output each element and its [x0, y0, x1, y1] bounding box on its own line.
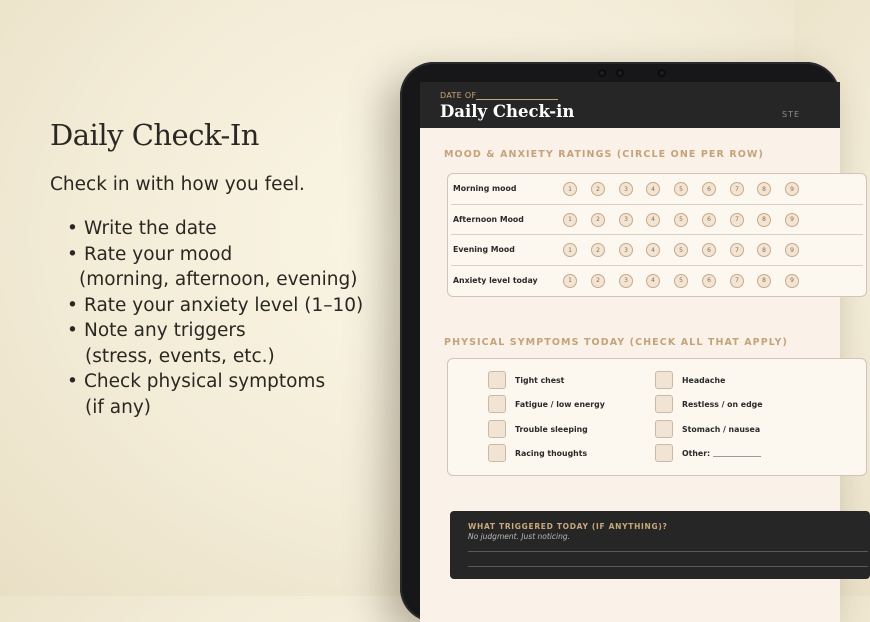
triggers-title: WHAT TRIGGERED TODAY (IF ANYTHING)?: [468, 522, 668, 531]
rating-row-label: Anxiety level today: [453, 275, 538, 285]
rating-row-label: Evening Mood: [453, 245, 515, 254]
symptom-label: Trouble sleeping: [515, 424, 588, 434]
rating-circle[interactable]: 2: [591, 213, 605, 227]
list-item: [50, 216, 380, 242]
bullet-text: Rate your mood: [84, 243, 233, 265]
triggers-subtitle: No judgment. Just noticing.: [468, 532, 570, 541]
symptom-label: Headache: [682, 375, 726, 385]
sensor-icon: [658, 69, 666, 77]
rating-circle[interactable]: 9: [785, 243, 799, 257]
camera-icon: [598, 69, 606, 77]
symptom-item[interactable]: [655, 444, 761, 462]
rating-circle[interactable]: 2: [591, 243, 605, 257]
rating-circle[interactable]: 6: [702, 274, 716, 288]
symptom-checkbox[interactable]: [488, 395, 506, 413]
page-title: Daily Check-In: [50, 118, 259, 152]
symptoms-checklist: [447, 358, 867, 476]
symptom-label: Tight chest: [515, 375, 565, 385]
symptom-item[interactable]: [488, 420, 588, 438]
rating-circle[interactable]: 5: [674, 274, 688, 288]
rating-circle[interactable]: 4: [646, 274, 660, 288]
rating-circle[interactable]: 6: [702, 213, 716, 227]
rating-circle[interactable]: 2: [591, 182, 605, 196]
rating-circle[interactable]: 9: [785, 182, 799, 196]
symptom-checkbox[interactable]: [488, 444, 506, 462]
other-input-line[interactable]: [713, 450, 761, 457]
bullet-subtext: (morning, afternoon, evening): [79, 269, 358, 290]
list-item: [50, 242, 380, 293]
tablet-device: [400, 62, 840, 622]
symptom-checkbox[interactable]: [655, 395, 673, 413]
symptoms-section-label: PHYSICAL SYMPTOMS TODAY (CHECK ALL THAT APPLY): [444, 337, 788, 348]
list-item: [50, 369, 380, 420]
intro-panel: [50, 118, 380, 420]
symptom-checkbox[interactable]: [655, 420, 673, 438]
rating-circle[interactable]: 9: [785, 213, 799, 227]
rating-circle[interactable]: 1: [563, 213, 577, 227]
rating-circle[interactable]: 3: [619, 213, 633, 227]
rating-circle[interactable]: 8: [757, 182, 771, 196]
triggers-box: [450, 511, 870, 579]
writing-line[interactable]: [468, 566, 868, 567]
symptom-item[interactable]: [655, 371, 725, 389]
bullet-text: Rate your anxiety level (1–10): [84, 294, 364, 316]
date-field[interactable]: [440, 91, 558, 100]
sensor-icon: [616, 69, 624, 77]
bullet-subtext: (if any): [85, 396, 151, 418]
rating-circle[interactable]: 3: [619, 182, 633, 196]
date-label: DATE OF: [440, 91, 477, 100]
rating-circle[interactable]: 2: [591, 274, 605, 288]
symptom-checkbox[interactable]: [655, 444, 673, 462]
ratings-section-label: MOOD & ANXIETY RATINGS (CIRCLE ONE PER ROW): [444, 149, 764, 160]
bullet-subtext: (stress, events, etc.): [85, 345, 275, 367]
bullet-text: Check physical symptoms: [84, 371, 326, 392]
planner-title: Daily Check-in: [440, 102, 575, 121]
symptom-label: Restless / on edge: [682, 399, 763, 409]
rating-circle[interactable]: 8: [757, 274, 771, 288]
rating-row: [451, 205, 863, 236]
planner-header: [420, 82, 840, 128]
rating-circle[interactable]: 4: [646, 213, 660, 227]
rating-row: [451, 174, 863, 205]
rating-row: [451, 266, 863, 297]
symptom-label: Fatigue / low energy: [515, 399, 605, 409]
symptom-label: Racing thoughts: [515, 448, 588, 458]
list-item: [50, 293, 380, 319]
symptom-label: Stomach / nausea: [682, 424, 761, 434]
symptom-item[interactable]: [488, 444, 587, 462]
symptom-label: Other:: [682, 448, 711, 458]
symptom-checkbox[interactable]: [655, 371, 673, 389]
rating-row-label: Afternoon Mood: [453, 214, 524, 224]
rating-circle[interactable]: 7: [730, 274, 744, 288]
symptom-item[interactable]: [488, 395, 605, 413]
planner-screen: [420, 82, 840, 622]
rating-circle[interactable]: 7: [730, 182, 744, 196]
rating-circle[interactable]: 1: [563, 274, 577, 288]
date-line[interactable]: [476, 93, 558, 100]
rating-circle[interactable]: 7: [730, 213, 744, 227]
symptom-checkbox[interactable]: [488, 420, 506, 438]
list-item: [50, 318, 380, 369]
rating-row: [451, 235, 863, 266]
rating-circle[interactable]: 8: [757, 243, 771, 257]
writing-line[interactable]: [468, 551, 868, 552]
rating-circle[interactable]: 5: [674, 243, 688, 257]
rating-circle[interactable]: 4: [646, 243, 660, 257]
bullet-text: Note any triggers: [84, 320, 246, 341]
rating-circle[interactable]: 5: [674, 213, 688, 227]
rating-circle[interactable]: 1: [563, 243, 577, 257]
rating-circle[interactable]: 6: [702, 182, 716, 196]
rating-circle[interactable]: 9: [785, 274, 799, 288]
instructions-list: [50, 216, 380, 420]
rating-circle[interactable]: 3: [619, 274, 633, 288]
rating-circle[interactable]: 5: [674, 182, 688, 196]
bullet-text: Write the date: [84, 218, 217, 239]
symptom-checkbox[interactable]: [488, 371, 506, 389]
rating-row-label: Morning mood: [453, 184, 517, 193]
intro-text: Check in with how you feel.: [50, 174, 305, 195]
rating-circle[interactable]: 1: [563, 182, 577, 196]
rating-circle[interactable]: 4: [646, 182, 660, 196]
symptom-item[interactable]: [488, 371, 564, 389]
symptom-item[interactable]: [655, 420, 760, 438]
rating-circle[interactable]: 6: [702, 243, 716, 257]
header-nav-label[interactable]: STE: [782, 110, 801, 119]
ratings-table: [447, 173, 867, 297]
rating-circle[interactable]: 8: [757, 213, 771, 227]
rating-circle[interactable]: 7: [730, 243, 744, 257]
rating-circle[interactable]: 3: [619, 243, 633, 257]
symptom-item[interactable]: [655, 395, 763, 413]
